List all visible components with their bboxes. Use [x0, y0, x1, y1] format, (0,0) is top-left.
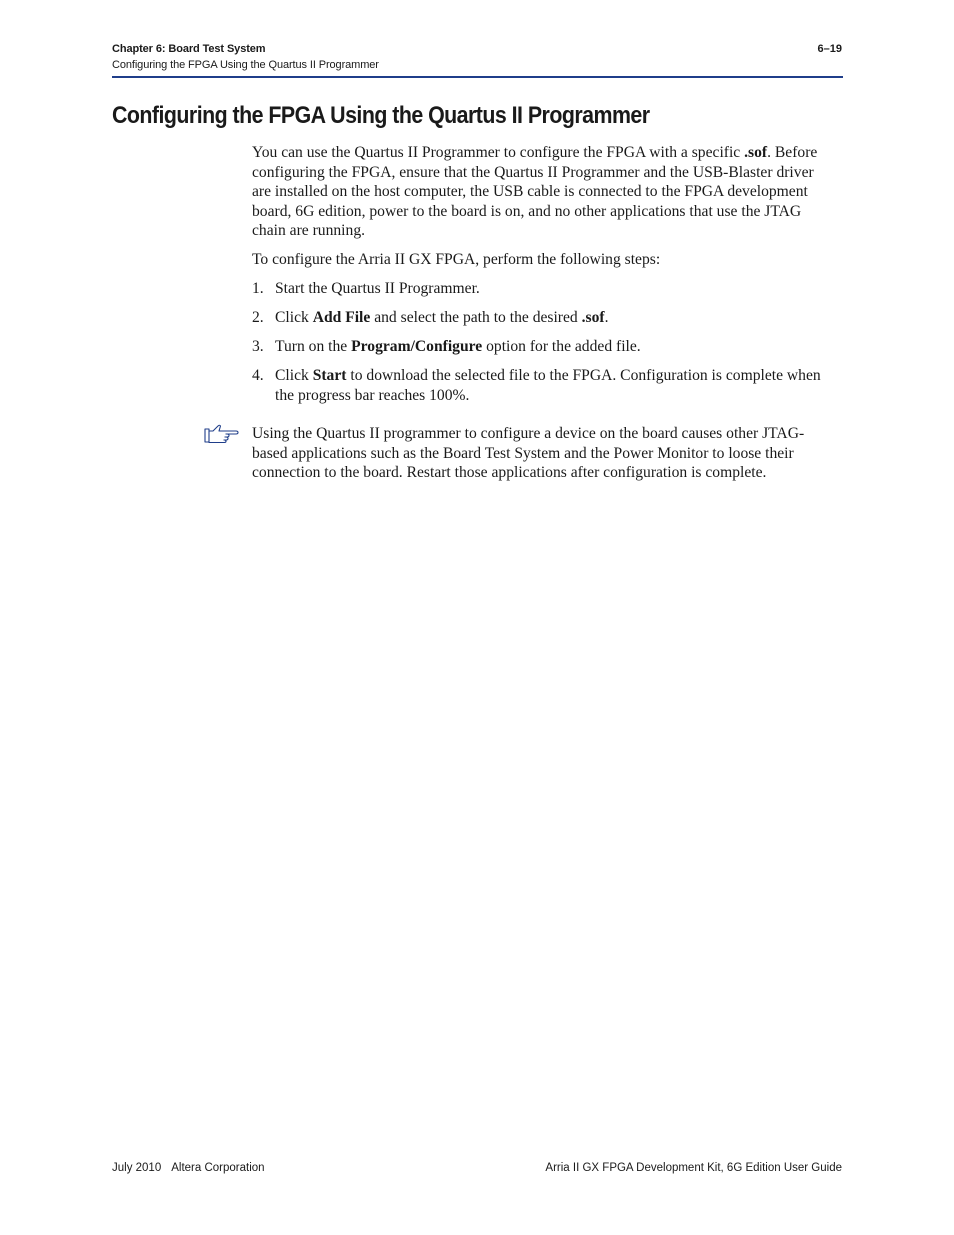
step-text: and select the path to the desired — [370, 308, 582, 326]
intro-text-after: . Before configuring the FPGA, ensure that the Quartus II Programmer and the USB-Blaster driver are installed on the host computer, the USB cable is connected to the FPGA development board, 6G edition, power to the board is on, and no other applications that use the JTAG chain are running. — [252, 144, 818, 240]
step-text: Start the Quartus II Programmer. — [275, 280, 480, 297]
footer-doc-title: Arria II GX FPGA Development Kit, 6G Edition User Guide — [545, 1162, 842, 1174]
steps-list — [252, 279, 832, 415]
list-item — [252, 337, 832, 357]
footer-company: Altera Corporation — [171, 1162, 265, 1174]
step-number: 2. — [252, 308, 264, 326]
intro-paragraph — [252, 143, 832, 241]
list-item — [252, 308, 832, 328]
step-bold: .sof — [581, 308, 605, 326]
step-text: to download the selected file to the FPGA. Configuration is complete when the progress bar reaches 100%. — [275, 366, 821, 404]
step-number: 1. — [252, 280, 264, 297]
step-text: . — [604, 308, 609, 326]
step-text: option for the added file. — [482, 337, 641, 355]
step-bold: Start — [312, 366, 347, 384]
intro-bold-sof: .sof — [744, 144, 768, 161]
list-item — [252, 366, 832, 405]
step-text: Click — [275, 308, 313, 326]
step-bold: Add File — [312, 308, 371, 326]
intro-text-before: You can use the Quartus II Programmer to configure the FPGA with a specific — [252, 144, 745, 161]
step-number: 3. — [252, 337, 264, 355]
pointing-hand-icon — [204, 423, 240, 445]
step-bold: Program/Configure — [351, 337, 483, 355]
step-text: Click — [275, 366, 313, 384]
header-section: Configuring the FPGA Using the Quartus II Programmer — [112, 59, 379, 71]
note-paragraph: Using the Quartus II programmer to configure a device on the board causes other JTAG-based applications such as the Board Test System and the Power Monitor to loose their connection to the board. Restart those applications after configuration is complete. — [252, 425, 805, 482]
header-page-number: 6–19 — [817, 43, 842, 55]
list-item — [252, 279, 832, 299]
steps-intro-paragraph: To configure the Arria II GX FPGA, perform the following steps: — [252, 251, 661, 268]
step-number: 4. — [252, 366, 264, 384]
page-title: Configuring the FPGA Using the Quartus II Programmer — [112, 102, 650, 129]
header-chapter: Chapter 6: Board Test System — [112, 43, 266, 55]
header-rule — [112, 76, 843, 78]
footer-left — [112, 1162, 275, 1174]
step-text: Turn on the — [275, 337, 352, 355]
footer-date: July 2010 — [112, 1162, 162, 1174]
